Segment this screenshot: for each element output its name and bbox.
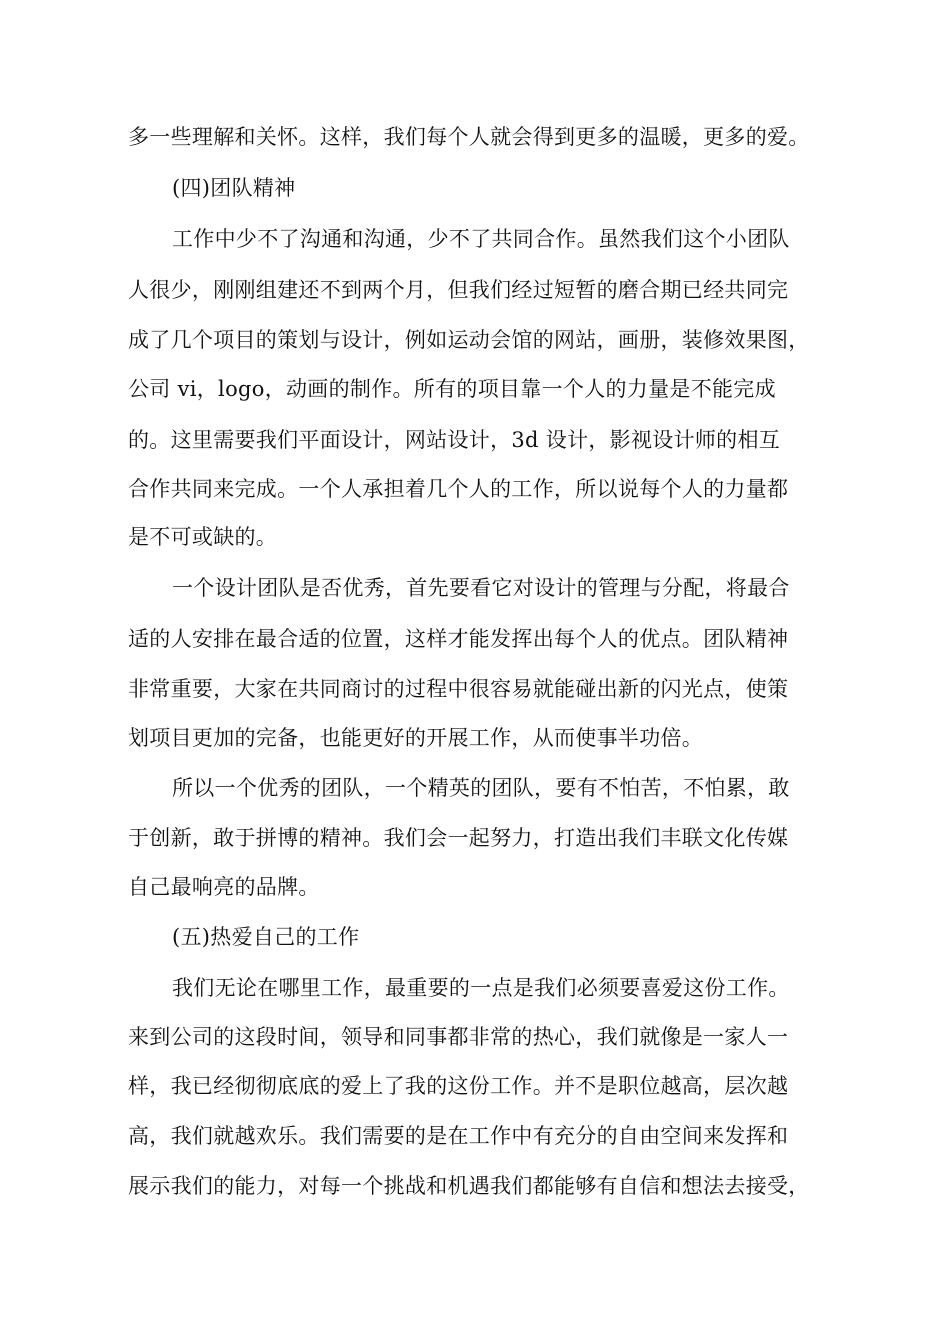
paragraph-line: 是不可或缺的。: [128, 525, 278, 549]
paragraph-line: 展示我们的能力，对每一个挑战和机遇我们都能够有自信和想法去接受，: [128, 1174, 810, 1198]
paragraph-line: 公司 vi，logo，动画的制作。所有的项目靠一个人的力量是不能完成: [128, 377, 776, 401]
paragraph-line: 划项目更加的完备，也能更好的开展工作，从而使事半功倍。: [128, 726, 704, 750]
paragraph-line: 自己最响亮的品牌。: [128, 875, 320, 899]
paragraph-line: 高，我们就越欢乐。我们需要的是在工作中有充分的自由空间来发挥和: [128, 1124, 789, 1148]
paragraph-line: 的。这里需要我们平面设计，网站设计，3d 设计，影视设计师的相互: [128, 428, 781, 452]
paragraph-line: 一个设计团队是否优秀，首先要看它对设计的管理与分配，将最合: [172, 576, 790, 600]
paragraph-line: 人很少，刚刚组建还不到两个月，但我们经过短暂的磨合期已经共同完: [128, 278, 789, 302]
paragraph-line: 多一些理解和关怀。这样，我们每个人就会得到更多的温暖，更多的爱。: [128, 125, 810, 149]
section-heading-team-spirit: (四)团队精神: [172, 176, 296, 200]
paragraph-line: 所以一个优秀的团队，一个精英的团队，要有不怕苦，不怕累，敢: [172, 776, 790, 800]
paragraph-line: 我们无论在哪里工作，最重要的一点是我们必须要喜爱这份工作。: [172, 976, 790, 1000]
paragraph-line: 于创新，敢于拼博的精神。我们会一起努力，打造出我们丰联文化传媒: [128, 826, 789, 850]
paragraph-line: 样，我已经彻彻底底的爱上了我的这份工作。并不是职位越高，层次越: [128, 1074, 789, 1098]
paragraph-line: 来到公司的这段时间，领导和同事都非常的热心，我们就像是一家人一: [128, 1025, 789, 1049]
paragraph-line: 合作共同来完成。一个人承担着几个人的工作，所以说每个人的力量都: [128, 477, 789, 501]
section-heading-love-work: (五)热爱自己的工作: [172, 925, 360, 949]
paragraph-line: 非常重要，大家在共同商讨的过程中很容易就能碰出新的闪光点，使策: [128, 677, 789, 701]
paragraph-line: 适的人安排在最合适的位置，这样才能发挥出每个人的优点。团队精神: [128, 627, 789, 651]
paragraph-line: 成了几个项目的策划与设计，例如运动会馆的网站，画册，装修效果图，: [128, 328, 810, 352]
paragraph-line: 工作中少不了沟通和沟通，少不了共同合作。虽然我们这个小团队: [172, 227, 790, 251]
